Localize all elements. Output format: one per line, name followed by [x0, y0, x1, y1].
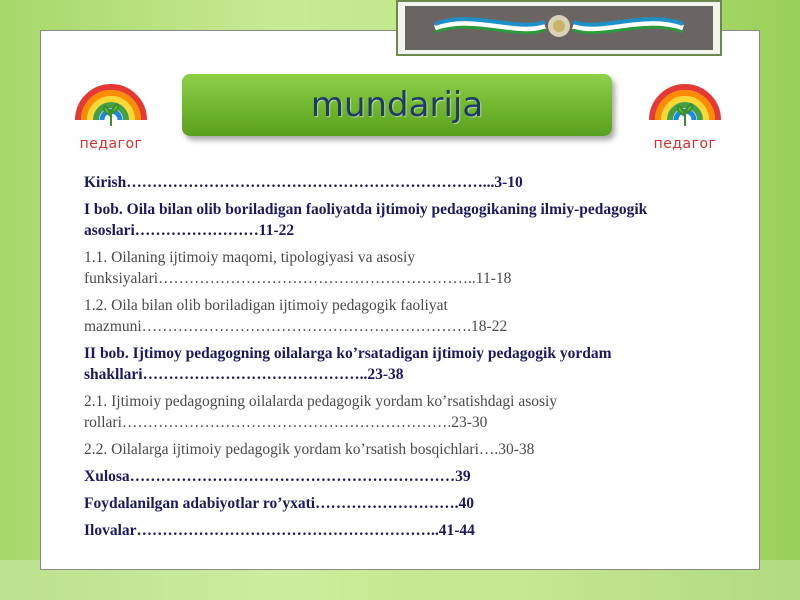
- table-of-contents: [84, 172, 684, 547]
- toc-entry-section-2-1: 2.1. Ijtimoiy pedagogning oilalarda pedagogik yordam ko’rsatishdagi asosiy rollari……………………………………………………….23-30: [84, 393, 558, 431]
- page-title: mundarija: [310, 85, 484, 125]
- flag-image: [405, 6, 713, 50]
- logo-label: педагог: [79, 136, 143, 152]
- toc-entry-ilovalar: Ilovalar…………………………………………………..41-44: [84, 522, 475, 539]
- toc-entry-section-1-1: 1.1. Oilaning ijtimoiy maqomi, tipologiyasi va asosiy funksiyalari……………………………………………………..11-18: [84, 249, 512, 287]
- rainbow-icon: [646, 68, 724, 132]
- toc-entry-kirish: Kirish……………………………………………………………...3-10: [84, 174, 523, 191]
- toc-entry-section-2-2: 2.2. Oilalarga ijtimoiy pedagogik yordam ko’rsatish bosqichlari….30-38: [84, 441, 535, 458]
- flag-banner: [396, 0, 722, 56]
- logo-label: педагог: [653, 136, 717, 152]
- toc-entry-xulosa: Xulosa………………………………………………………39: [84, 468, 471, 485]
- rainbow-icon: [72, 68, 150, 132]
- flag-ribbon-icon: [405, 6, 713, 50]
- toc-entry-chapter-2: II bob. Ijtimoy pedagogning oilalarga ko’rsatadigan ijtimoiy pedagogik yordam shakllari……………………………………..23-38: [84, 345, 612, 383]
- pedagog-logo-left: [72, 68, 150, 152]
- toc-entry-section-1-2: 1.2. Oila bilan olib boriladigan ijtimoiy pedagogik faoliyat mazmuni……………………………………………………….18-22: [84, 297, 508, 335]
- pedagog-logo-right: [646, 68, 724, 152]
- title-banner: [182, 74, 612, 136]
- toc-entry-chapter-1: I bob. Oila bilan olib boriladigan faoliyatda ijtimoiy pedagogikaning ilmiy-pedagogik asoslari……………………11-22: [84, 201, 648, 239]
- toc-entry-adabiyotlar: Foydalanilgan adabiyotlar ro’yxati……………………….40: [84, 495, 474, 512]
